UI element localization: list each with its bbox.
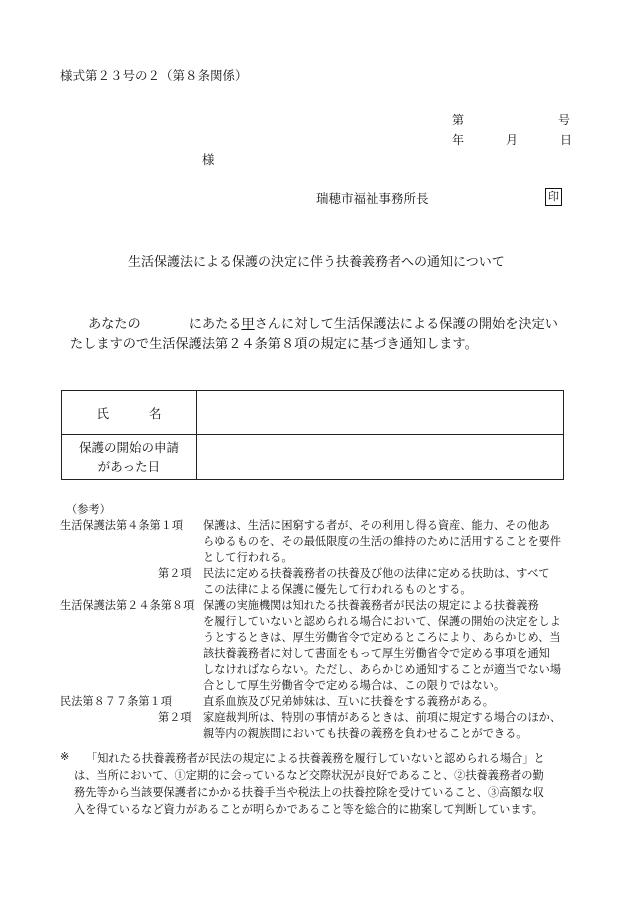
- reference-line: 保護の実施機関は知れたる扶養義務者が民法の規定による扶養義務: [203, 599, 539, 612]
- reference-line: を履行していないと認められる場合において、保護の開始の決定をしよ: [203, 615, 561, 628]
- body-text-b: にあたる: [188, 317, 242, 332]
- year-label: 年: [452, 133, 465, 147]
- body-text-a: あなたの: [88, 317, 141, 332]
- note-line: 「知れたる扶養義務者が民法の規定による扶養義務を履行していないと認められる場合」と: [86, 752, 545, 765]
- reference-line: この法律による保護に優先して行われるものとする。: [203, 583, 472, 596]
- month-label: 月: [506, 133, 519, 147]
- name-label: [62, 391, 197, 435]
- note-line: 務先等から当該要保護者にかかる扶養手当や税法上の扶養控除を受けていること、③高額な収: [74, 786, 544, 799]
- recipient-info-table: [61, 390, 564, 480]
- number-prefix: 第: [452, 113, 465, 127]
- notice-body-line-2: たしますので生活保護法第２４条第８項の規定に基づき通知します。: [70, 337, 478, 352]
- reference-label: 第２項: [158, 567, 192, 580]
- name-label-char-1: 氏: [96, 405, 109, 421]
- name-label-char-2: 名: [149, 405, 162, 421]
- form-number: 様式第２３号の２（第８条関係）: [60, 68, 248, 83]
- note-line: は、当所において、①定期的に会っているなど交際状況が良好であること、②扶養義務者の勤: [74, 769, 544, 782]
- reference-label: 生活保護法第４条第１項: [60, 519, 184, 532]
- reference-line: 民法に定める扶養義務者の扶養及び他の法律に定める扶助は、すべて: [203, 567, 550, 580]
- name-value-cell[interactable]: [197, 391, 564, 435]
- reference-heading: （参考）: [66, 503, 111, 516]
- body-text-c: さんに対して生活保護法による保護の開始を決定い: [254, 317, 558, 332]
- reference-line: として行われる。: [203, 551, 293, 564]
- reference-line: 該扶養義務者に対して書面をもって厚生労働省令で定める事項を通知: [203, 647, 550, 660]
- application-date-label: [62, 435, 197, 480]
- reference-label: 民法第８７７条第１項: [60, 695, 172, 708]
- addressee-honorific: 様: [202, 152, 215, 167]
- reference-label: 生活保護法第２４条第８項: [60, 599, 195, 612]
- reference-line: 直系血族及び兄弟姉妹は、互いに扶養をする義務がある。: [203, 695, 494, 708]
- application-date-label-line-1: 保護の開始の申請: [78, 440, 179, 455]
- notice-body-line-1: [88, 313, 558, 332]
- note-line: 入を得ているなど資力があることが明らかであること等を総合的に勘案して判断しています。: [74, 803, 543, 816]
- application-date-label-line-2: があった日: [97, 459, 161, 474]
- reference-line: 家庭裁判所は、特別の事情があるときは、前項に規定する場合のほか、: [203, 711, 562, 724]
- reference-line: 保護は、生活に困窮する者が、その利用し得る資産、能力、その他あ: [203, 519, 550, 532]
- reference-line: しなければならない。ただし、あらかじめ通知することが適当でない場: [203, 663, 562, 676]
- note-mark: ※: [60, 750, 70, 763]
- day-label: 日: [560, 133, 573, 147]
- reference-line: らゆるものを、その最低限度の生活の維持のために活用することを要件: [203, 535, 562, 548]
- reference-line: うとするときは、厚生労働省令で定めるところにより、あらかじめ、当: [203, 631, 561, 644]
- number-suffix: 号: [558, 113, 571, 127]
- reference-label: 第２項: [158, 711, 192, 724]
- reference-line: 合として厚生労働省令で定める場合は、この限りではない。: [203, 679, 506, 692]
- seal-mark: 印: [545, 188, 562, 206]
- issuer-name: 瑞穂市福祉事務所長: [316, 191, 429, 206]
- recipient-placeholder: 甲: [241, 317, 255, 332]
- document-title: 生活保護法による保護の決定に伴う扶養義務者への通知について: [128, 255, 505, 270]
- application-date-value-cell[interactable]: [197, 435, 564, 480]
- reference-line: 親等内の親族間においても扶養の義務を負わせることができる。: [203, 727, 528, 740]
